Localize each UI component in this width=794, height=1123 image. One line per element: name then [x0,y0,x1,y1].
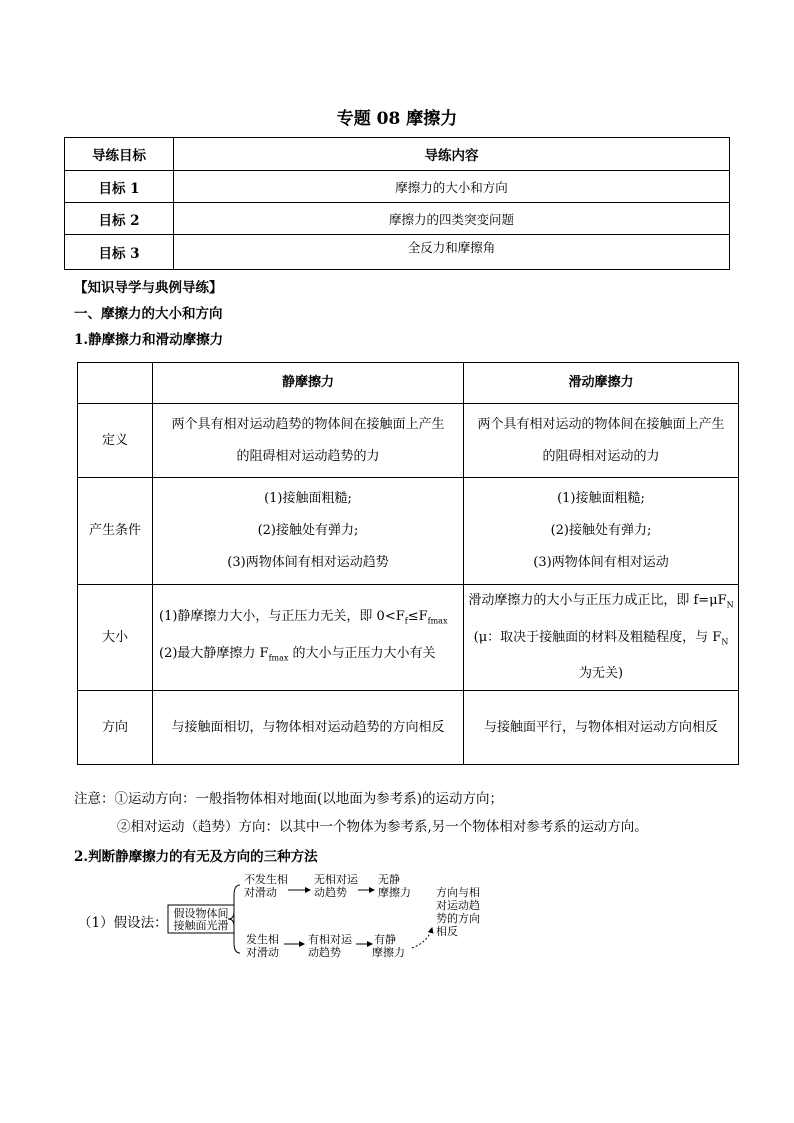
text-line: (1)接触面粗糙; [264,491,352,506]
text-line: 两个具有相对运动的物体间在接触面上产生 [477,416,725,432]
lower-step-2-line: 动趋势 [308,946,341,959]
row-label: 定义 [78,404,153,478]
text-line: 的阻碍相对运动的力 [542,448,660,464]
text-line: (3)两物体间有相对运动趋势 [227,555,389,570]
conclusion-line: 对运动趋 [436,899,480,912]
goal-content: 摩擦力的四类突变问题 [174,203,730,235]
static-conditions [153,478,464,585]
table-row [65,171,730,203]
text-line: 两个具有相对运动趋势的物体间在接触面上产生 [171,416,445,432]
goals-header-goal: 导练目标 [65,138,174,171]
subscript: f [404,616,408,626]
goals-table [64,137,730,270]
goals-header-content: 导练内容 [174,138,730,171]
subsection-heading-1: 1.静摩擦力和滑动摩擦力 [74,332,224,348]
text-segment: 的大小与正压力大小有关 [288,645,436,661]
subscript: fmax [427,616,448,626]
text-line: 为无关) [578,666,624,682]
goals-table-header [65,138,730,171]
knowledge-heading: 【知识导学与典例导练】 [74,280,223,296]
subscript: fmax [268,653,289,663]
upper-step-3-line: 摩擦力 [378,886,411,899]
row-label: 产生条件 [78,478,153,585]
upper-step-2-line: 无相对运 [314,873,358,886]
conclusion-line: 势的方向 [436,912,480,925]
section-heading-1: 一、摩擦力的大小和方向 [74,306,223,322]
text-line: (3)两物体间有相对运动 [533,555,669,570]
sliding-direction: 与接触面平行，与物体相对运动方向相反 [464,691,739,765]
static-magnitude [153,585,464,691]
lower-step-1-line: 对滑动 [246,946,279,959]
upper-step-1-line: 不发生相 [244,873,288,886]
empty-header-cell [78,363,153,404]
sliding-definition [464,404,739,478]
start-box-line: 接触面光滑 [173,919,229,932]
text-line: 的阻碍相对运动趋势的力 [236,448,380,464]
table-row [65,203,730,235]
upper-step-1-line: 对滑动 [244,886,277,899]
lower-step-2-line: 有相对运 [308,933,352,946]
upper-step-2-line: 动趋势 [314,886,347,899]
subscript: N [726,600,734,610]
text-line [464,622,738,659]
dashed-arrow [412,928,432,948]
text-segment: (2)最大静摩擦力 F [159,645,269,661]
text-line [159,638,463,675]
friction-comparison-table [77,362,739,765]
condition-row [78,478,739,585]
text-segment: ≤F [407,609,428,624]
lower-step-3-line: 有静 [374,933,396,946]
row-label: 方向 [78,691,153,765]
text-segment: 滑动摩擦力的大小与正压力成正比，即 f=μF [468,593,727,608]
row-label: 大小 [78,585,153,691]
static-definition [153,404,464,478]
lower-step-1-line: 发生相 [246,933,279,946]
conclusion-line: 方向与相 [436,886,480,899]
assumption-method-label: （1）假设法： [78,915,168,931]
text-line [159,601,463,638]
text-line: (2)接触处有弹力; [257,523,359,538]
text-segment: (μ：取决于接触面的材料及粗糙程度，与 F [473,629,722,645]
goal-label: 目标 3 [65,235,174,270]
document-title: 专题 08 摩擦力 [336,109,458,129]
note-2: ②相对运动（趋势）方向：以其中一个物体为参考系,另一个物体相对参考系的运动方向。 [117,819,648,835]
note-1: 注意：①运动方向：一般指物体相对地面(以地面为参考系)的运动方向； [74,791,504,807]
assumption-method-diagram [160,870,500,970]
text-line: (2)接触处有弹力; [550,523,652,538]
upper-step-3-line: 无静 [378,873,400,886]
sliding-conditions [464,478,739,585]
goal-content: 全反力和摩擦角 [174,235,730,270]
text-line: (1)接触面粗糙; [557,491,645,506]
table-row [65,235,730,270]
static-friction-header: 静摩擦力 [153,363,464,404]
sliding-magnitude [464,585,739,691]
static-direction: 与接触面相切，与物体相对运动趋势的方向相反 [153,691,464,765]
text-segment: (1)静摩擦力大小，与正压力无关，即 0<F [159,609,405,624]
goal-label: 目标 2 [65,203,174,235]
magnitude-row [78,585,739,691]
friction-table-header [78,363,739,404]
subsection-heading-2: 2.判断静摩擦力的有无及方向的三种方法 [74,849,318,865]
conclusion-line: 相反 [436,925,458,938]
goal-label: 目标 1 [65,171,174,203]
lower-step-3-line: 摩擦力 [372,946,405,959]
definition-row [78,404,739,478]
start-box-line: 假设物体间 [173,907,229,920]
text-line [464,585,738,622]
goal-content: 摩擦力的大小和方向 [174,171,730,203]
direction-row [78,691,739,765]
sliding-friction-header: 滑动摩擦力 [464,363,739,404]
subscript: N [721,637,729,647]
